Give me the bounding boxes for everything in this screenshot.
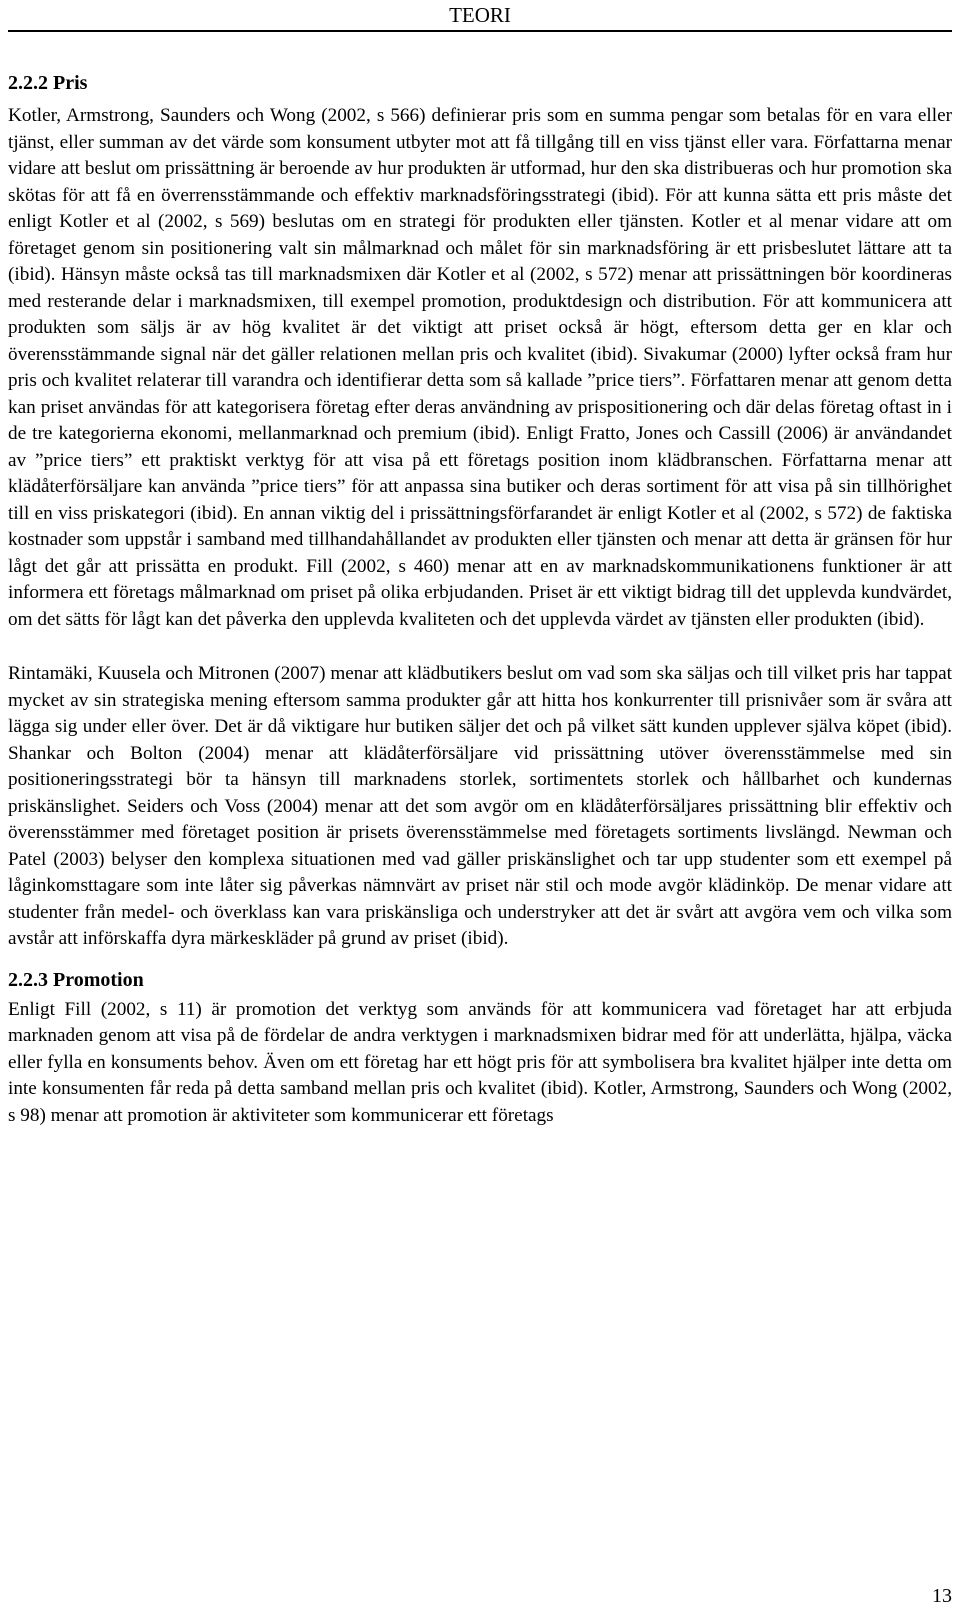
section-promotion [8, 967, 952, 1130]
paragraph-spacer [8, 633, 952, 661]
section-heading-promotion: 2.2.3 Promotion [8, 968, 144, 991]
page-number: 13 [932, 1585, 952, 1607]
running-header [0, 0, 960, 28]
paragraph-pris-2: Rintamäki, Kuusela och Mitronen (2007) menar att klädbutikers beslut om vad som ska säljas och till vilket pris har tappat mycket av sin strategiska mening eftersom samma produkter går att hitta hos konkurrenter till prisnivåer som är svåra att lägga sig under eller över. Det är då viktigare hur butiken säljer det och på vilket sätt kunden upplever själva köpet (ibid). Shankar och Bolton (2004) menar att klädåterförsäljare vid prissättning utöver överensstämmelse med sin positioneringsstrategi bör ta hänsyn till marknadens storlek, sortimentets storlek och hållbarhet och kundernas priskänslighet. Seiders och Voss (2004) menar att det som avgör om en klädåterförsäljares prissättning blir effektiv och överensstämmer med företaget position är prisets överensstämmelse med företagets sortiments livslängd. Newman och Patel (2003) belyser den komplexa situationen med vad gäller priskänslighet och tar upp studenter som ett exempel på låginkomsttagare som inte låter sig påverkas nämnvärt av priset när stil och mode avgör klädinköp. De menar vidare att studenter från medel- och överklass kan vara priskänsliga och understryker att det är svårt att avgöra vem och vilka som avstår att införskaffa dyra märkeskläder på grund av priset (ibid). [8, 663, 952, 949]
paragraph-pris-1: Kotler, Armstrong, Saunders och Wong (2002, s 566) definierar pris som en summa pengar som betalas för en vara eller tjänst, eller summan av det värde som konsument utbyter mot att få tillgång till en viss tjänst eller vara. Författarna menar vidare att beslut om prissättning är beroende av hur produkten är utformad, hur den ska distribueras och hur promotion ska skötas för att få en överrensstämmande och effektiv marknadsföringsstrategi (ibid). För att kunna sätta ett pris måste det enligt Kotler et al (2002, s 569) beslutas om en strategi för produkten eller tjänsten. Kotler et al menar vidare att om företaget genom sin positionering valt sin målmarknad och målet för sin marknadsföring är ett prisbeslutet lättare att ta (ibid). Hänsyn måste också tas till marknadsmixen där Kotler et al (2002, s 572) menar att prissättningen bör koordineras med resterande delar i marknadsmixen, till exempel promotion, produktdesign och distribution. För att kommunicera att produkten som säljs är av hög kvalitet är det viktigt att priset också är högt, eftersom detta ger en klar och överensstämmande signal när det gäller relationen mellan pris och kvalitet (ibid). Sivakumar (2000) lyfter också fram hur pris och kvalitet relaterar till varandra och identifierar detta som så kallade ”price tiers”. Författaren menar att genom detta kan priset användas för att kategorisera företag efter deras användning av prispositionering och där delas företag oftast in i de tre kategorierna ekonomi, mellanmarknad och premium (ibid). Enligt Fratto, Jones och Cassill (2006) är användandet av ”price tiers” ett praktiskt verktyg för att visa på ett företags position inom klädbranschen. Författarna menar att klädåterförsäljare kan använda ”price tiers” för att anpassa sina butiker och deras sortiment för att visa på sin tillhörighet till en viss priskategori (ibid). En annan viktig del i prissättningsförfarandet är enligt Kotler et al (2002, s 572) de faktiska kostnader som uppstår i samband med tillhandahållandet av produkten eller tjänsten och menar att detta är gränsen för hur lågt det går att prissätta en produkt. Fill (2002, s 460) menar att en av marknadskommunikationens funktioner är att informera ett företags målmarknad om priset på olika erbjudanden. Priset är ett viktigt bidrag till det upplevda kundvärdet, om det sätts för lågt kan det påverka den upplevda kvaliteten och det upplevda värdet av tjänsten eller produkten (ibid). [8, 105, 952, 630]
section-heading-pris: 2.2.2 Pris [8, 72, 88, 94]
header-rule [8, 30, 952, 32]
header-title: TEORI [449, 3, 511, 27]
paragraph-promotion-1: Enligt Fill (2002, s 11) är promotion det verktyg som används för att kommunicera vad företaget har att erbjuda marknaden genom att visa på de fördelar de andra verktygen i marknadsmixen bidrar med för att underlätta, hjälpa, väcka eller fylla en konsuments behov. Även om ett företag har ett högt pris för att symbolisera bra kvalitet hjälper inte detta om inte konsumenten får reda på detta samband mellan pris och kvalitet (ibid). Kotler, Armstrong, Saunders och Wong (2002, s 98) menar att promotion är aktiviteter som kommunicerar ett företags [8, 998, 952, 1126]
section-pris [8, 70, 952, 953]
page-content [8, 70, 952, 1129]
